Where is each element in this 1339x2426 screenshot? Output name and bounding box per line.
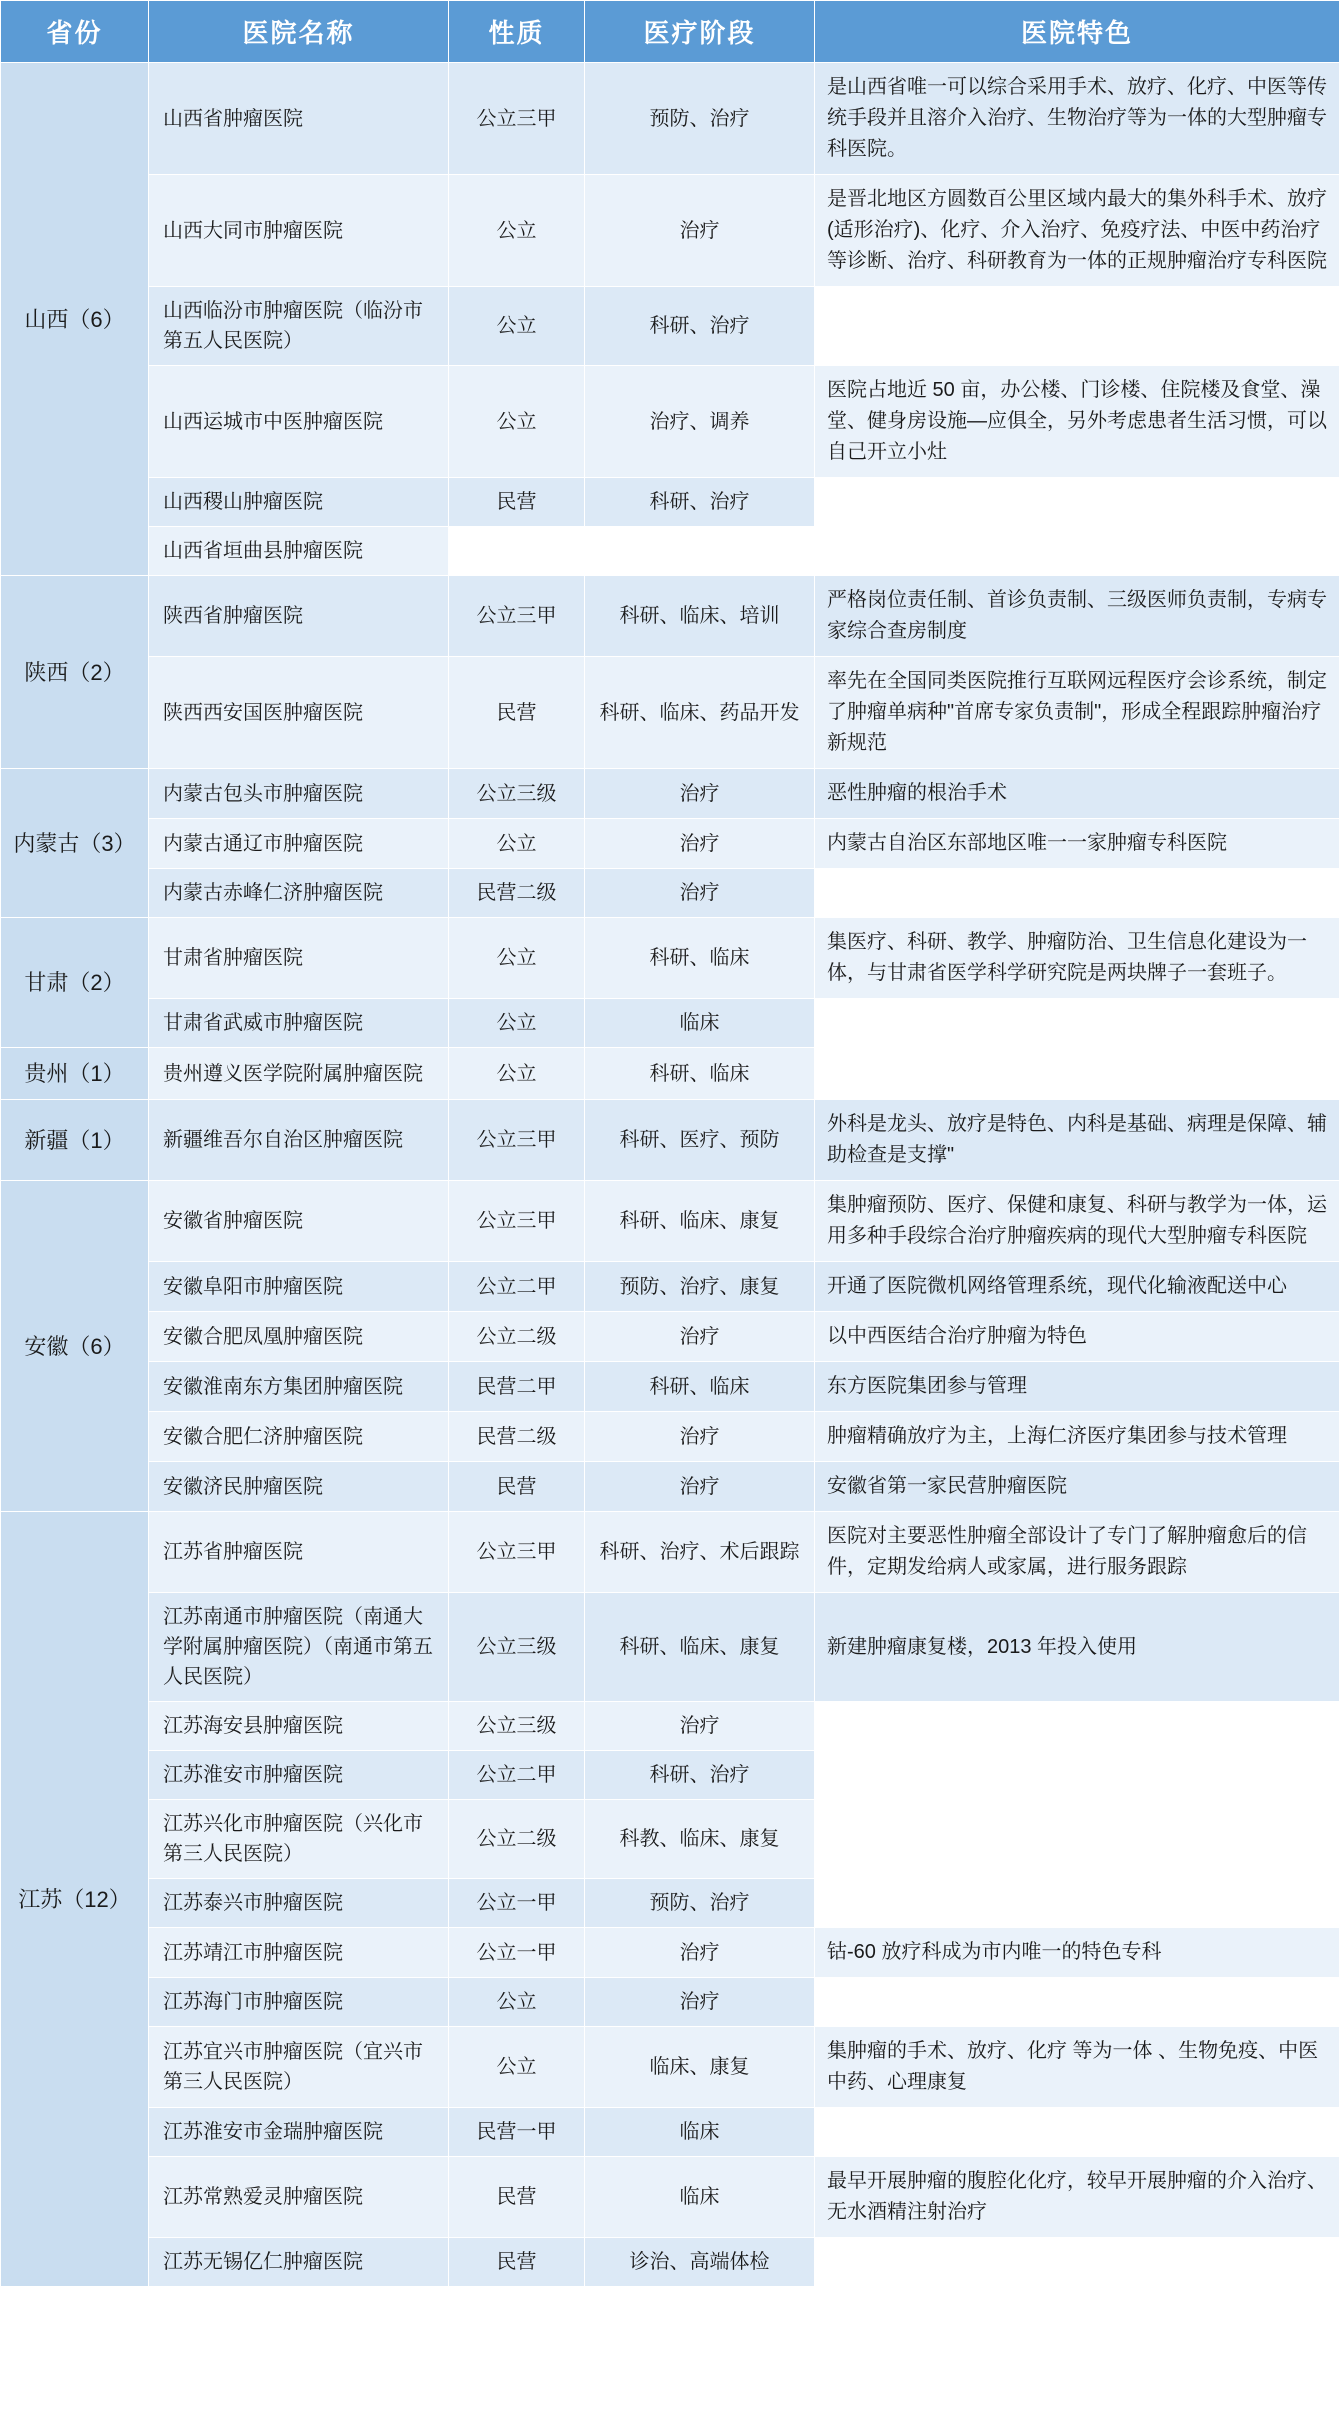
- hospital-name-cell: 江苏常熟爱灵肿瘤医院: [149, 2157, 449, 2238]
- hospital-type-cell: 公立三甲: [449, 1512, 585, 1593]
- hospital-feature-cell: [815, 1702, 1339, 1751]
- hospital-type-cell: 公立三级: [449, 769, 585, 819]
- medical-stage-cell: 治疗: [585, 1312, 815, 1362]
- medical-stage-cell: 科研、临床、康复: [585, 1181, 815, 1262]
- medical-stage-cell: 科研、临床: [585, 1048, 815, 1100]
- hospital-name-cell: 江苏宜兴市肿瘤医院（宜兴市第三人民医院）: [149, 2027, 449, 2108]
- column-header-province: 省份: [1, 1, 149, 63]
- table-row: [1, 1512, 1339, 1593]
- medical-stage-cell: 科研、临床: [585, 918, 815, 999]
- hospital-type-cell: 公立二甲: [449, 1751, 585, 1800]
- table-row: [1, 366, 1339, 478]
- table-body: [1, 63, 1339, 2287]
- medical-stage-cell: 预防、治疗、康复: [585, 1262, 815, 1312]
- table-header: [1, 1, 1339, 63]
- hospital-name-cell: 江苏海安县肿瘤医院: [149, 1702, 449, 1751]
- hospital-feature-cell: [815, 2238, 1339, 2287]
- hospital-feature-cell: 是晋北地区方圆数百公里区域内最大的集外科手术、放疗(适形治疗)、化疗、介入治疗、免疫疗法、中医中药治疗等诊断、治疗、科研教育为一体的正规肿瘤治疗专科医院: [815, 175, 1339, 287]
- hospital-type-cell: 公立三甲: [449, 63, 585, 175]
- hospital-type-cell: 公立三甲: [449, 1181, 585, 1262]
- hospital-feature-cell: [815, 869, 1339, 918]
- hospital-type-cell: 公立: [449, 366, 585, 478]
- hospital-name-cell: 陕西西安国医肿瘤医院: [149, 657, 449, 769]
- medical-stage-cell: 治疗: [585, 1412, 815, 1462]
- hospital-name-cell: 甘肃省武威市肿瘤医院: [149, 999, 449, 1048]
- hospital-name-cell: 山西省垣曲县肿瘤医院: [149, 527, 449, 576]
- medical-stage-cell: 治疗: [585, 1462, 815, 1512]
- hospital-name-cell: 贵州遵义医学院附属肿瘤医院: [149, 1048, 449, 1100]
- hospital-type-cell: [449, 527, 585, 576]
- table-row: [1, 2027, 1339, 2108]
- hospital-name-cell: 陕西省肿瘤医院: [149, 576, 449, 657]
- table-row: [1, 1751, 1339, 1800]
- hospital-type-cell: 公立: [449, 175, 585, 287]
- province-cell: 山西（6）: [1, 63, 149, 576]
- hospital-name-cell: 安徽合肥凤凰肿瘤医院: [149, 1312, 449, 1362]
- medical-stage-cell: 临床: [585, 2157, 815, 2238]
- table-row: [1, 1593, 1339, 1702]
- table-row: [1, 1100, 1339, 1181]
- table-row: [1, 576, 1339, 657]
- hospital-feature-cell: [815, 478, 1339, 527]
- hospital-feature-cell: 医院对主要恶性肿瘤全部设计了专门了解肿瘤愈后的信件，定期发给病人或家属，进行服务跟踪: [815, 1512, 1339, 1593]
- hospital-type-cell: 公立三甲: [449, 576, 585, 657]
- table-row: [1, 287, 1339, 366]
- medical-stage-cell: 治疗: [585, 175, 815, 287]
- table-row: [1, 1312, 1339, 1362]
- hospital-feature-cell: [815, 527, 1339, 576]
- hospital-name-cell: 安徽济民肿瘤医院: [149, 1462, 449, 1512]
- hospital-feature-cell: [815, 999, 1339, 1048]
- province-cell: 甘肃（2）: [1, 918, 149, 1048]
- medical-stage-cell: 科研、临床、培训: [585, 576, 815, 657]
- hospital-type-cell: 公立三甲: [449, 1100, 585, 1181]
- table-row: [1, 1978, 1339, 2027]
- column-header-stage: 医疗阶段: [585, 1, 815, 63]
- hospital-name-cell: 江苏淮安市金瑞肿瘤医院: [149, 2108, 449, 2157]
- hospital-type-cell: 公立: [449, 1978, 585, 2027]
- medical-stage-cell: 治疗: [585, 1928, 815, 1978]
- hospital-feature-cell: 集肿瘤的手术、放疗、化疗 等为一体 、生物免疫、中医中药、心理康复: [815, 2027, 1339, 2108]
- hospital-name-cell: 山西大同市肿瘤医院: [149, 175, 449, 287]
- hospital-name-cell: 江苏无锡亿仁肿瘤医院: [149, 2238, 449, 2287]
- medical-stage-cell: 科研、医疗、预防: [585, 1100, 815, 1181]
- hospital-type-cell: 公立一甲: [449, 1879, 585, 1928]
- column-header-hospital-name: 医院名称: [149, 1, 449, 63]
- header-row: [1, 1, 1339, 63]
- hospital-type-cell: 民营: [449, 478, 585, 527]
- table-row: [1, 819, 1339, 869]
- hospital-name-cell: 山西稷山肿瘤医院: [149, 478, 449, 527]
- medical-stage-cell: [585, 527, 815, 576]
- table-row: [1, 1928, 1339, 1978]
- table-row: [1, 1181, 1339, 1262]
- hospital-name-cell: 安徽省肿瘤医院: [149, 1181, 449, 1262]
- hospital-type-cell: 民营: [449, 2157, 585, 2238]
- hospital-name-cell: 甘肃省肿瘤医院: [149, 918, 449, 999]
- table-row: [1, 63, 1339, 175]
- hospital-name-cell: 山西省肿瘤医院: [149, 63, 449, 175]
- medical-stage-cell: 科研、治疗: [585, 478, 815, 527]
- table-row: [1, 175, 1339, 287]
- medical-stage-cell: 临床、康复: [585, 2027, 815, 2108]
- hospital-type-cell: 民营二甲: [449, 1362, 585, 1412]
- hospital-feature-cell: 集肿瘤预防、医疗、保健和康复、科研与教学为一体，运用多种手段综合治疗肿瘤疾病的现代大型肿瘤专科医院: [815, 1181, 1339, 1262]
- hospital-type-cell: 民营一甲: [449, 2108, 585, 2157]
- hospital-name-cell: 内蒙古通辽市肿瘤医院: [149, 819, 449, 869]
- table-row: [1, 1262, 1339, 1312]
- hospital-feature-cell: 恶性肿瘤的根治手术: [815, 769, 1339, 819]
- medical-stage-cell: 科研、临床、药品开发: [585, 657, 815, 769]
- hospital-feature-cell: [815, 2108, 1339, 2157]
- medical-stage-cell: 治疗、调养: [585, 366, 815, 478]
- hospital-name-cell: 内蒙古包头市肿瘤医院: [149, 769, 449, 819]
- hospital-type-cell: 公立二甲: [449, 1262, 585, 1312]
- table-row: [1, 1879, 1339, 1928]
- table-row: [1, 1702, 1339, 1751]
- hospital-feature-cell: 钴-60 放疗科成为市内唯一的特色专科: [815, 1928, 1339, 1978]
- medical-stage-cell: 科研、临床、康复: [585, 1593, 815, 1702]
- medical-stage-cell: 科研、临床: [585, 1362, 815, 1412]
- hospital-type-cell: 公立: [449, 918, 585, 999]
- province-cell: 贵州（1）: [1, 1048, 149, 1100]
- hospital-feature-cell: 严格岗位责任制、首诊负责制、三级医师负责制，专病专家综合查房制度: [815, 576, 1339, 657]
- province-cell: 江苏（12）: [1, 1512, 149, 2287]
- hospital-type-cell: 公立一甲: [449, 1928, 585, 1978]
- hospital-name-cell: 江苏南通市肿瘤医院（南通大学附属肿瘤医院）（南通市第五人民医院）: [149, 1593, 449, 1702]
- province-cell: 安徽（6）: [1, 1181, 149, 1512]
- hospital-type-cell: 公立: [449, 1048, 585, 1100]
- hospital-type-cell: 公立: [449, 819, 585, 869]
- province-cell: 内蒙古（3）: [1, 769, 149, 918]
- province-cell: 陕西（2）: [1, 576, 149, 769]
- hospital-feature-cell: 医院占地近 50 亩，办公楼、门诊楼、住院楼及食堂、澡堂、健身房设施—应俱全，另外考虑患者生活习惯，可以自己开立小灶: [815, 366, 1339, 478]
- medical-stage-cell: 治疗: [585, 869, 815, 918]
- hospital-feature-cell: [815, 1751, 1339, 1800]
- table-row: [1, 2157, 1339, 2238]
- medical-stage-cell: 治疗: [585, 819, 815, 869]
- hospital-type-cell: 民营: [449, 1462, 585, 1512]
- hospital-type-cell: 民营: [449, 2238, 585, 2287]
- medical-stage-cell: 预防、治疗: [585, 63, 815, 175]
- hospital-type-cell: 公立: [449, 999, 585, 1048]
- table-row: [1, 2238, 1339, 2287]
- hospital-name-cell: 江苏兴化市肿瘤医院（兴化市第三人民医院）: [149, 1800, 449, 1879]
- medical-stage-cell: 预防、治疗: [585, 1879, 815, 1928]
- hospital-feature-cell: 以中西医结合治疗肿瘤为特色: [815, 1312, 1339, 1362]
- hospital-feature-cell: [815, 1800, 1339, 1879]
- table-row: [1, 869, 1339, 918]
- table-row: [1, 918, 1339, 999]
- table-row: [1, 657, 1339, 769]
- hospital-feature-cell: [815, 1978, 1339, 2027]
- hospital-feature-cell: 率先在全国同类医院推行互联网远程医疗会诊系统，制定了肿瘤单病种"首席专家负责制"，形成全程跟踪肿瘤治疗新规范: [815, 657, 1339, 769]
- hospital-type-cell: 民营: [449, 657, 585, 769]
- hospital-feature-cell: [815, 1048, 1339, 1100]
- column-header-feature: 医院特色: [815, 1, 1339, 63]
- hospital-name-cell: 江苏淮安市肿瘤医院: [149, 1751, 449, 1800]
- hospital-feature-cell: 安徽省第一家民营肿瘤医院: [815, 1462, 1339, 1512]
- table-row: [1, 1800, 1339, 1879]
- medical-stage-cell: 科研、治疗: [585, 287, 815, 366]
- hospital-name-cell: 山西临汾市肿瘤医院（临汾市第五人民医院）: [149, 287, 449, 366]
- medical-stage-cell: 治疗: [585, 1978, 815, 2027]
- hospital-type-cell: 公立三级: [449, 1593, 585, 1702]
- column-header-type: 性质: [449, 1, 585, 63]
- table-row: [1, 2108, 1339, 2157]
- hospital-feature-cell: 外科是龙头、放疗是特色、内科是基础、病理是保障、辅助检查是支撑": [815, 1100, 1339, 1181]
- table-row: [1, 769, 1339, 819]
- hospital-type-cell: 公立三级: [449, 1702, 585, 1751]
- table-row: [1, 1462, 1339, 1512]
- hospital-type-cell: 公立: [449, 2027, 585, 2108]
- hospital-name-cell: 安徽淮南东方集团肿瘤医院: [149, 1362, 449, 1412]
- hospital-type-cell: 公立二级: [449, 1312, 585, 1362]
- hospital-feature-cell: 新建肿瘤康复楼，2013 年投入使用: [815, 1593, 1339, 1702]
- medical-stage-cell: 科研、治疗、术后跟踪: [585, 1512, 815, 1593]
- hospital-type-cell: 公立二级: [449, 1800, 585, 1879]
- table-row: [1, 1412, 1339, 1462]
- hospital-feature-cell: 集医疗、科研、教学、肿瘤防治、卫生信息化建设为一体，与甘肃省医学科学研究院是两块牌子一套班子。: [815, 918, 1339, 999]
- hospital-name-cell: 安徽阜阳市肿瘤医院: [149, 1262, 449, 1312]
- hospital-type-cell: 公立: [449, 287, 585, 366]
- hospital-feature-cell: 是山西省唯一可以综合采用手术、放疗、化疗、中医等传统手段并且溶介入治疗、生物治疗等为一体的大型肿瘤专科医院。: [815, 63, 1339, 175]
- province-cell: 新疆（1）: [1, 1100, 149, 1181]
- table-row: [1, 999, 1339, 1048]
- table-row: [1, 1048, 1339, 1100]
- hospital-name-cell: 安徽合肥仁济肿瘤医院: [149, 1412, 449, 1462]
- hospital-type-cell: 民营二级: [449, 869, 585, 918]
- hospital-feature-cell: 最早开展肿瘤的腹腔化化疗，较早开展肿瘤的介入治疗、无水酒精注射治疗: [815, 2157, 1339, 2238]
- hospital-type-cell: 民营二级: [449, 1412, 585, 1462]
- table-row: [1, 478, 1339, 527]
- hospital-feature-cell: [815, 287, 1339, 366]
- hospital-feature-cell: 肿瘤精确放疗为主，上海仁济医疗集团参与技术管理: [815, 1412, 1339, 1462]
- hospital-name-cell: 江苏省肿瘤医院: [149, 1512, 449, 1593]
- hospital-feature-cell: 东方医院集团参与管理: [815, 1362, 1339, 1412]
- medical-stage-cell: 诊治、高端体检: [585, 2238, 815, 2287]
- medical-stage-cell: 临床: [585, 999, 815, 1048]
- hospital-name-cell: 江苏海门市肿瘤医院: [149, 1978, 449, 2027]
- medical-stage-cell: 治疗: [585, 1702, 815, 1751]
- table-row: [1, 1362, 1339, 1412]
- hospital-feature-cell: 开通了医院微机网络管理系统，现代化输液配送中心: [815, 1262, 1339, 1312]
- table-row: [1, 527, 1339, 576]
- medical-stage-cell: 科教、临床、康复: [585, 1800, 815, 1879]
- hospital-name-cell: 江苏泰兴市肿瘤医院: [149, 1879, 449, 1928]
- hospital-feature-cell: [815, 1879, 1339, 1928]
- hospital-name-cell: 内蒙古赤峰仁济肿瘤医院: [149, 869, 449, 918]
- medical-stage-cell: 治疗: [585, 769, 815, 819]
- hospital-feature-cell: 内蒙古自治区东部地区唯一一家肿瘤专科医院: [815, 819, 1339, 869]
- hospital-name-cell: 新疆维吾尔自治区肿瘤医院: [149, 1100, 449, 1181]
- hospital-name-cell: 山西运城市中医肿瘤医院: [149, 366, 449, 478]
- medical-stage-cell: 临床: [585, 2108, 815, 2157]
- hospital-name-cell: 江苏靖江市肿瘤医院: [149, 1928, 449, 1978]
- medical-stage-cell: 科研、治疗: [585, 1751, 815, 1800]
